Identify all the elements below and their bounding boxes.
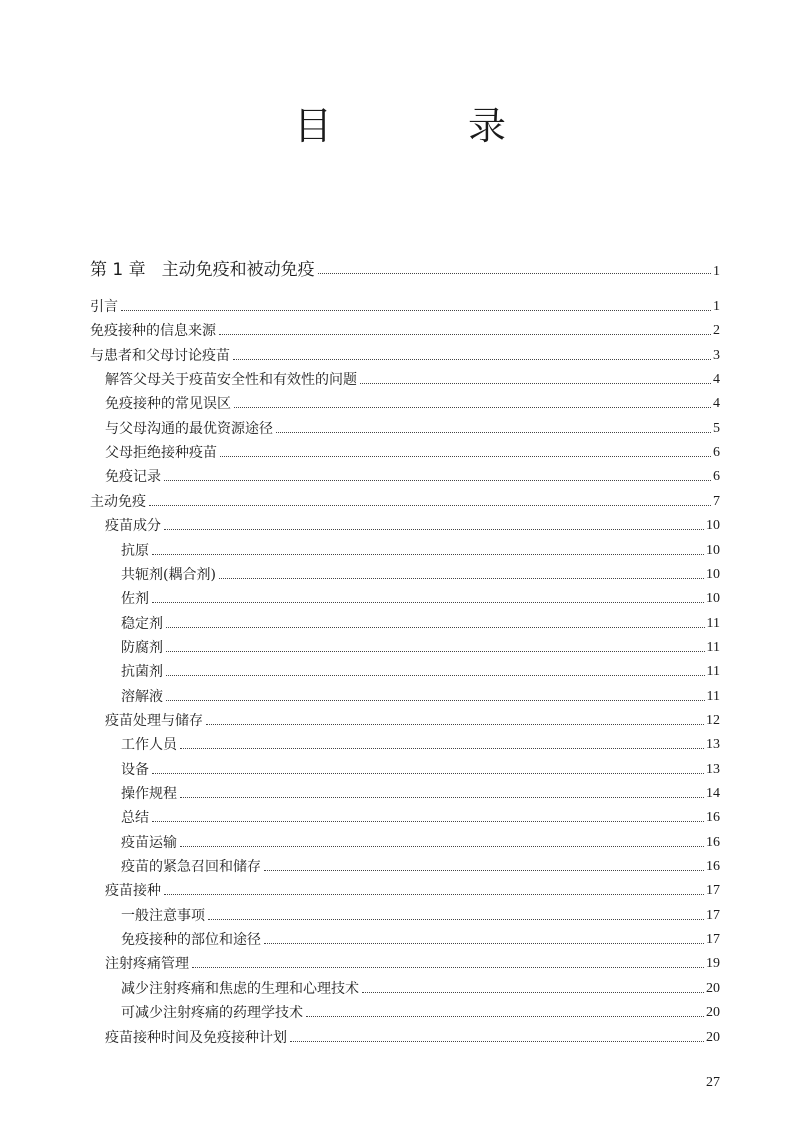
leader-dots [220, 456, 711, 457]
toc-entry-page: 4 [713, 396, 720, 411]
toc-entry-page: 5 [713, 421, 720, 436]
toc-entry-page: 13 [706, 737, 720, 752]
toc-entry-page: 10 [706, 543, 720, 558]
toc-entry-label: 免疫接种的常见误区 [105, 396, 231, 412]
toc-entry[interactable] [121, 686, 720, 706]
leader-dots [206, 724, 704, 725]
toc-entry-page: 10 [706, 591, 720, 606]
leader-dots [318, 273, 711, 274]
toc-entry-label: 操作规程 [121, 786, 177, 802]
toc-entry-page: 20 [706, 1005, 720, 1020]
page-title: 目 录 [293, 104, 569, 148]
toc-entry[interactable] [105, 710, 720, 730]
toc-entry[interactable] [121, 540, 720, 560]
leader-dots [276, 432, 711, 433]
leader-dots [121, 310, 711, 311]
toc-entry-label: 佐剂 [121, 591, 149, 607]
toc-entry-label: 疫苗运输 [121, 835, 177, 851]
leader-dots [234, 407, 711, 408]
toc-entry-page: 16 [706, 859, 720, 874]
toc-entry-page: 6 [713, 445, 720, 460]
chapter-title: 主动免疫和被动免疫 [161, 260, 315, 280]
toc-entry[interactable] [121, 832, 720, 852]
leader-dots [152, 821, 704, 822]
toc-entry-label: 免疫记录 [105, 469, 161, 485]
leader-dots [264, 870, 704, 871]
leader-dots [219, 578, 704, 579]
leader-dots [164, 529, 704, 530]
toc-entry[interactable] [121, 588, 720, 608]
leader-dots [166, 627, 705, 628]
toc-entry-label: 疫苗成分 [105, 518, 161, 534]
leader-dots [166, 651, 705, 652]
leader-dots [360, 383, 711, 384]
toc-entry-label: 免疫接种的部位和途径 [121, 932, 261, 948]
toc-entry-page: 1 [713, 299, 720, 314]
toc-entry-label: 免疫接种的信息来源 [90, 323, 216, 339]
toc-entry-page: 3 [713, 348, 720, 363]
toc-entry[interactable] [121, 929, 720, 949]
toc-entry-label: 溶解液 [121, 689, 163, 705]
toc-entry[interactable] [90, 320, 720, 340]
toc-entry[interactable] [121, 637, 720, 657]
leader-dots [192, 967, 704, 968]
toc-entry-page: 10 [706, 567, 720, 582]
toc-entry-page: 13 [706, 762, 720, 777]
leader-dots [180, 748, 704, 749]
toc-entry-page: 16 [706, 835, 720, 850]
toc-entry-page: 16 [706, 810, 720, 825]
toc-entry-page: 11 [706, 640, 720, 655]
toc-entry-page: 11 [706, 664, 720, 679]
toc-entry[interactable] [121, 783, 720, 803]
toc-entry-page: 4 [713, 372, 720, 387]
toc-entry-label: 主动免疫 [90, 494, 146, 510]
toc-entry-label: 注射疼痛管理 [105, 956, 189, 972]
toc-entry-label: 与患者和父母讨论疫苗 [90, 348, 230, 364]
toc-entry-label: 抗原 [121, 543, 149, 559]
toc-entry-label: 疫苗接种时间及免疫接种计划 [105, 1030, 287, 1046]
toc-entry[interactable] [105, 515, 720, 535]
toc-entry[interactable] [105, 1027, 720, 1047]
toc-entry-page: 6 [713, 469, 720, 484]
toc-entry[interactable] [121, 734, 720, 754]
toc-entry-label: 疫苗处理与储存 [105, 713, 203, 729]
leader-dots [219, 334, 711, 335]
toc-entry-page: 17 [706, 908, 720, 923]
toc-entry-label: 父母拒绝接种疫苗 [105, 445, 217, 461]
toc-entry-label: 设备 [121, 762, 149, 778]
toc-entry[interactable] [90, 296, 720, 316]
leader-dots [152, 773, 704, 774]
toc-entry[interactable] [105, 418, 720, 438]
toc-entry[interactable] [105, 442, 720, 462]
toc-entry[interactable] [121, 613, 720, 633]
toc-entry[interactable] [105, 880, 720, 900]
leader-dots [149, 505, 711, 506]
leader-dots [233, 359, 711, 360]
toc-entry-page: 11 [706, 616, 720, 631]
toc-entry-label: 引言 [90, 299, 118, 315]
toc-entry[interactable] [121, 856, 720, 876]
toc-entry-label: 稳定剂 [121, 616, 163, 632]
toc-entry-label: 工作人员 [121, 737, 177, 753]
leader-dots [152, 602, 704, 603]
leader-dots [180, 797, 704, 798]
leader-dots [306, 1016, 704, 1017]
toc-entry-label: 共轭剂(耦合剂) [121, 567, 216, 583]
leader-dots [180, 846, 704, 847]
leader-dots [164, 894, 704, 895]
toc-entry-label: 与父母沟通的最优资源途径 [105, 421, 273, 437]
toc-entry[interactable] [105, 466, 720, 486]
leader-dots [152, 554, 704, 555]
page-number: 27 [706, 1075, 720, 1090]
chapter-number: 第 1 章 [90, 260, 146, 280]
toc-entry-label: 疫苗的紧急召回和储存 [121, 859, 261, 875]
toc-entry[interactable] [121, 564, 720, 584]
toc-entry-label: 减少注射疼痛和焦虑的生理和心理技术 [121, 981, 359, 997]
leader-dots [166, 700, 705, 701]
leader-dots [362, 992, 704, 993]
toc-entry[interactable] [121, 905, 720, 925]
toc-entry[interactable] [90, 345, 720, 365]
chapter-page-number: 1 [713, 264, 720, 279]
toc-entry-page: 14 [706, 786, 720, 801]
toc-entry[interactable] [105, 393, 720, 413]
leader-dots [208, 919, 704, 920]
toc-entry[interactable] [90, 491, 720, 511]
toc-entry-label: 可减少注射疼痛的药理学技术 [121, 1005, 303, 1021]
toc-entry-page: 7 [713, 494, 720, 509]
leader-dots [164, 480, 711, 481]
toc-entry[interactable] [105, 953, 720, 973]
toc-entry-label: 疫苗接种 [105, 883, 161, 899]
toc-entry[interactable] [121, 807, 720, 827]
leader-dots [166, 675, 705, 676]
toc-entry-page: 10 [706, 518, 720, 533]
toc-entry-label: 总结 [121, 810, 149, 826]
toc-entry-page: 20 [706, 981, 720, 996]
toc-entry-page: 17 [706, 883, 720, 898]
toc-entry-page: 20 [706, 1030, 720, 1045]
toc-entry[interactable] [121, 1002, 720, 1022]
toc-entry[interactable] [121, 978, 720, 998]
toc-chapter-heading[interactable] [90, 254, 720, 280]
toc-entry-label: 解答父母关于疫苗安全性和有效性的问题 [105, 372, 357, 388]
toc-entry-page: 19 [706, 956, 720, 971]
toc-entry-label: 一般注意事项 [121, 908, 205, 924]
toc-entry[interactable] [121, 661, 720, 681]
toc-entry-page: 11 [706, 689, 720, 704]
toc-entry-label: 抗菌剂 [121, 664, 163, 680]
toc-entry-label: 防腐剂 [121, 640, 163, 656]
toc-entry-page: 17 [706, 932, 720, 947]
toc-entry[interactable] [105, 369, 720, 389]
toc-entry-page: 2 [713, 323, 720, 338]
toc-entry-page: 12 [706, 713, 720, 728]
toc-entry[interactable] [121, 759, 720, 779]
leader-dots [290, 1041, 704, 1042]
leader-dots [264, 943, 704, 944]
